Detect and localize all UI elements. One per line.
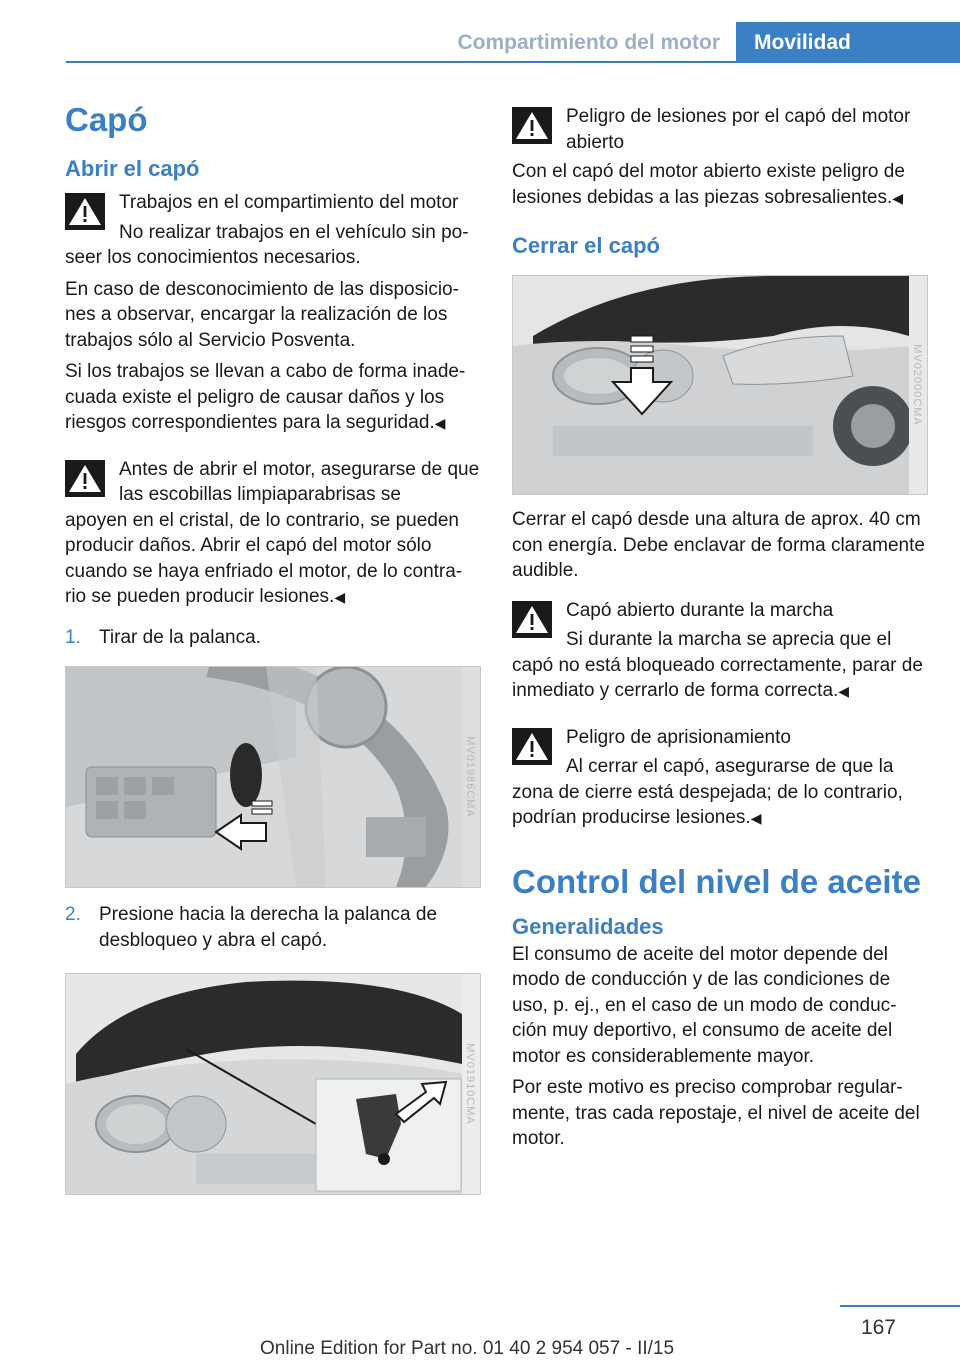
oil-paragraph: Por este motivo es preciso comprobar regular‐ mente, tras cada repostaje, el nivel de aceite del motor. — [512, 1077, 920, 1149]
warning-icon — [65, 460, 105, 497]
warning-icon — [512, 728, 552, 765]
warning-title: Antes de abrir el motor, asegurarse de que las escobillas limpiaparabrisas se — [119, 458, 480, 505]
warning-block-open-hood — [512, 104, 928, 211]
end-mark: ◀ — [334, 589, 346, 605]
warning-block-wipers — [65, 457, 481, 611]
left-column — [65, 90, 481, 1195]
warning-block-engine-work — [65, 190, 481, 437]
heading-generalidades: Generalidades — [512, 913, 664, 939]
warning-text: zona de cierre está despejada; de lo contrario, podrían producirse lesiones.◀ — [512, 781, 903, 828]
figure-close-hood — [512, 275, 928, 495]
heading-capo: Capó — [65, 101, 148, 138]
warning-icon — [512, 601, 552, 638]
end-mark: ◀ — [892, 189, 904, 206]
warning-title: Peligro de lesiones por el capó del motor abierto — [566, 106, 911, 153]
footer-rule — [840, 1305, 960, 1307]
warning-icon — [512, 107, 552, 144]
figure-hood-release-lever — [65, 666, 481, 888]
step-text: Presione hacia la derecha la palanca de desbloqueo y abra el capó. — [99, 904, 438, 951]
header-chapter-tab: Movilidad — [736, 22, 960, 63]
warning-text: capó no está bloqueado correctamente, parar de inmediato y cerrarlo de forma correcta.◀ — [512, 654, 923, 701]
warning-text: seer los conocimientos necesarios. — [65, 247, 361, 268]
step-item — [65, 902, 481, 953]
warning-line: Si durante la marcha se aprecia que el — [566, 629, 892, 650]
warning-line: No realizar trabajos en el vehículo sin po‐ — [119, 221, 469, 243]
warning-block-pinching — [512, 725, 928, 832]
figure-illustration — [66, 974, 462, 1194]
heading-abrir-capo: Abrir el capó — [65, 156, 200, 181]
step-item — [65, 625, 481, 651]
warning-text: apoyen en el cristal, de lo contrario, se pueden producir daños. Abrir el capó del motor sólo cuando se haya enfriado el motor, de lo contra‐ rio se pueden producir lesiones.◀ — [65, 509, 463, 607]
step-text: Tirar de la palanca. — [99, 626, 261, 648]
warning-title: Capó abierto durante la marcha — [566, 599, 834, 621]
warning-text: Con el capó del motor abierto existe peligro de lesiones debidas a las piezas sobresalientes.◀ — [512, 161, 905, 208]
warning-line: Al cerrar el capó, asegurarse de que la — [566, 756, 894, 777]
oil-paragraph: El consumo de aceite del motor depende del modo de conducción y de las condiciones de uso, p. ej., en el caso de un modo de conduc‐ ción muy deportivo, el consumo de aceite del motor es considerablemente mayor. — [512, 943, 897, 1067]
heading-cerrar-capo: Cerrar el capó — [512, 233, 660, 258]
heading-oil-level: Control del nivel de aceite — [512, 862, 921, 900]
header-rule — [66, 61, 960, 63]
right-column — [512, 104, 928, 1152]
warning-paragraph: En caso de desconocimiento de las disposicio‐ nes a observar, encargar la realización de los trabajos sólo al Servicio Posventa. — [65, 278, 459, 351]
warning-block-hood-open-driving — [512, 598, 928, 705]
warning-paragraph: Si los trabajos se llevan a cabo de forma inade‐ cuada existe el peligro de causar daños y los riesgos correspondientes para la seguridad.◀ — [65, 361, 466, 433]
figure-hood-unlock-lever — [65, 973, 481, 1195]
warning-title: Peligro de aprisionamiento — [566, 726, 791, 748]
end-mark: ◀ — [434, 415, 446, 431]
figure-code: MV01986CMA — [464, 736, 476, 818]
end-mark: ◀ — [838, 683, 850, 699]
warning-icon — [65, 193, 105, 230]
edition-line: Online Edition for Part no. 01 40 2 954 057 - II/15 — [260, 1338, 675, 1359]
end-mark: ◀ — [750, 810, 762, 826]
figure-illustration — [513, 276, 909, 494]
close-hood-text: Cerrar el capó desde una altura de aprox. 40 cm con energía. Debe enclavar de forma claramente audible. — [512, 509, 925, 581]
step-number: 2. — [65, 904, 81, 925]
step-number: 1. — [65, 626, 81, 648]
figure-illustration — [66, 667, 462, 887]
header-section-title: Compartimiento del motor — [457, 31, 720, 54]
warning-title: Trabajos en el compartimiento del motor — [119, 192, 459, 213]
page-number: 167 — [860, 1316, 896, 1339]
figure-code: MV02000CMA — [911, 344, 923, 426]
figure-code: MV01910CMA — [464, 1043, 476, 1125]
